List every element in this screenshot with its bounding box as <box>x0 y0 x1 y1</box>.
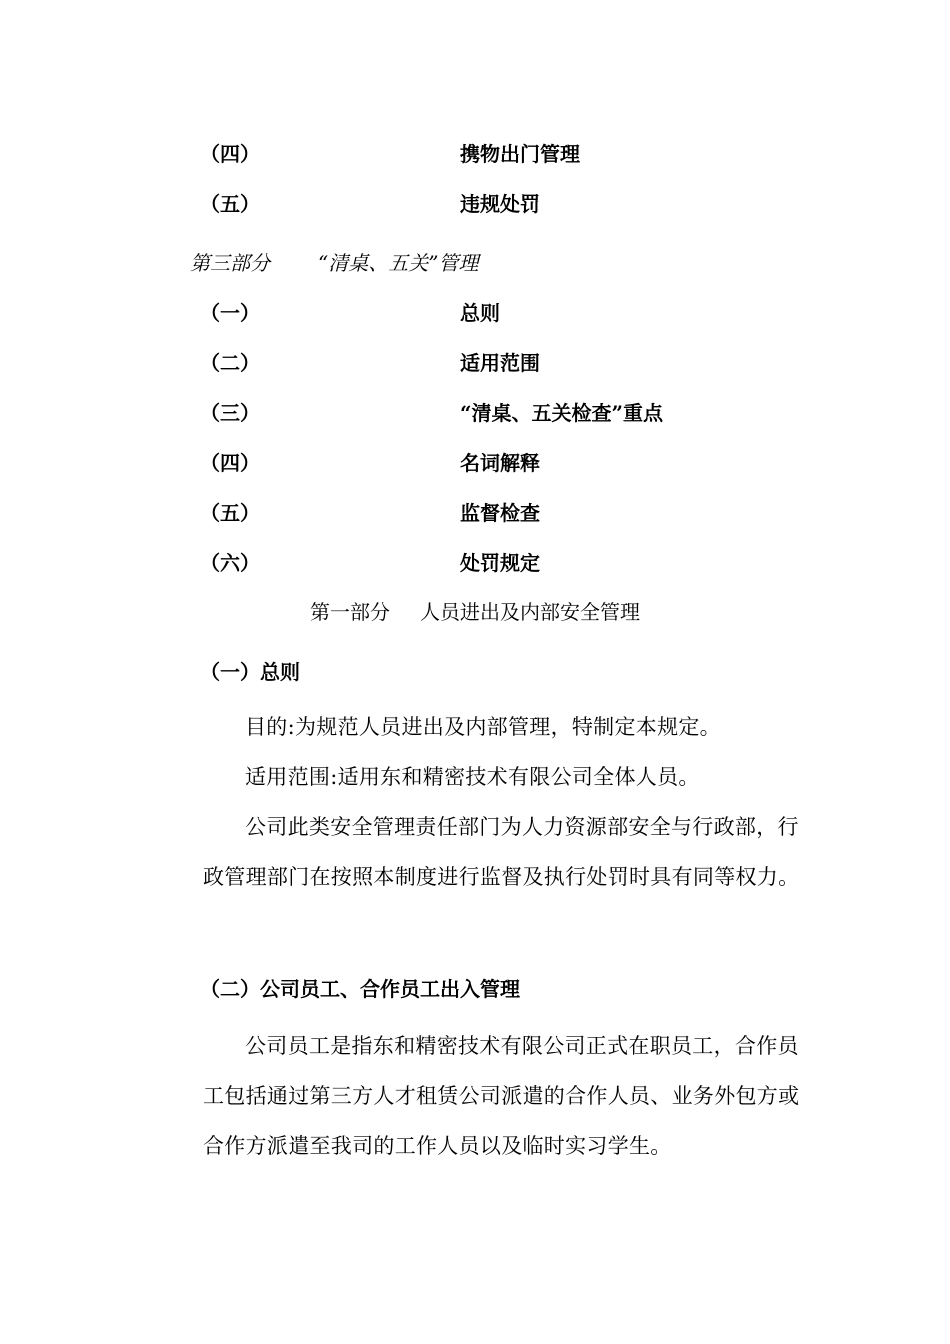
toc-item <box>0 447 950 477</box>
toc-item-number: （五） <box>200 192 260 216</box>
toc-item-number: （三） <box>200 401 260 425</box>
toc-item-title: “清桌、五关检查”重点 <box>460 401 664 425</box>
paragraph: 目的:为规范人员进出及内部管理，特制定本规定。 <box>245 715 721 739</box>
toc-item <box>0 297 950 327</box>
toc-item-number: （四） <box>200 451 260 475</box>
toc-item-number: （六） <box>200 551 260 575</box>
toc-item-title: 携物出门管理 <box>460 142 580 166</box>
paragraph: 适用范围:适用东和精密技术有限公司全体人员。 <box>245 765 700 789</box>
toc-item-title: 总则 <box>460 301 500 325</box>
toc-item-title: 适用范围 <box>460 351 540 375</box>
part-label: 第一部分 <box>310 600 390 624</box>
part-one-title <box>0 596 950 625</box>
toc-item-number: （四） <box>200 142 260 166</box>
toc-item-title: 监督检查 <box>460 501 540 525</box>
section-heading: （二）公司员工、合作员工出入管理 <box>200 977 520 1001</box>
paragraph: 公司此类安全管理责任部门为人力资源部安全与行政部，行政管理部门在按照本制度进行监督及执行处罚时具有同等权力。 <box>203 815 800 889</box>
part-title: “清桌、五关”管理 <box>318 251 479 275</box>
toc-item-title: 名词解释 <box>460 451 540 475</box>
toc-item <box>0 397 950 427</box>
toc-item <box>0 497 950 527</box>
toc-item-number: （五） <box>200 501 260 525</box>
toc-item-title: 违规处罚 <box>460 192 540 216</box>
toc-item <box>0 347 950 377</box>
paragraph: 公司员工是指东和精密技术有限公司正式在职员工，合作员工包括通过第三方人才租赁公司派遣的合作人员、业务外包方或合作方派遣至我司的工作人员以及临时实习学生。 <box>203 1034 800 1158</box>
toc-item <box>0 138 950 168</box>
part-label: 第三部分 <box>190 251 270 275</box>
toc-item-number: （二） <box>200 351 260 375</box>
toc-item-number: （一） <box>200 301 260 325</box>
toc-item-title: 处罚规定 <box>460 551 540 575</box>
section-heading: （一）总则 <box>200 660 300 684</box>
toc-item <box>0 547 950 577</box>
part-heading <box>190 247 478 276</box>
toc-item <box>0 188 950 218</box>
part-title: 人员进出及内部安全管理 <box>420 600 640 624</box>
